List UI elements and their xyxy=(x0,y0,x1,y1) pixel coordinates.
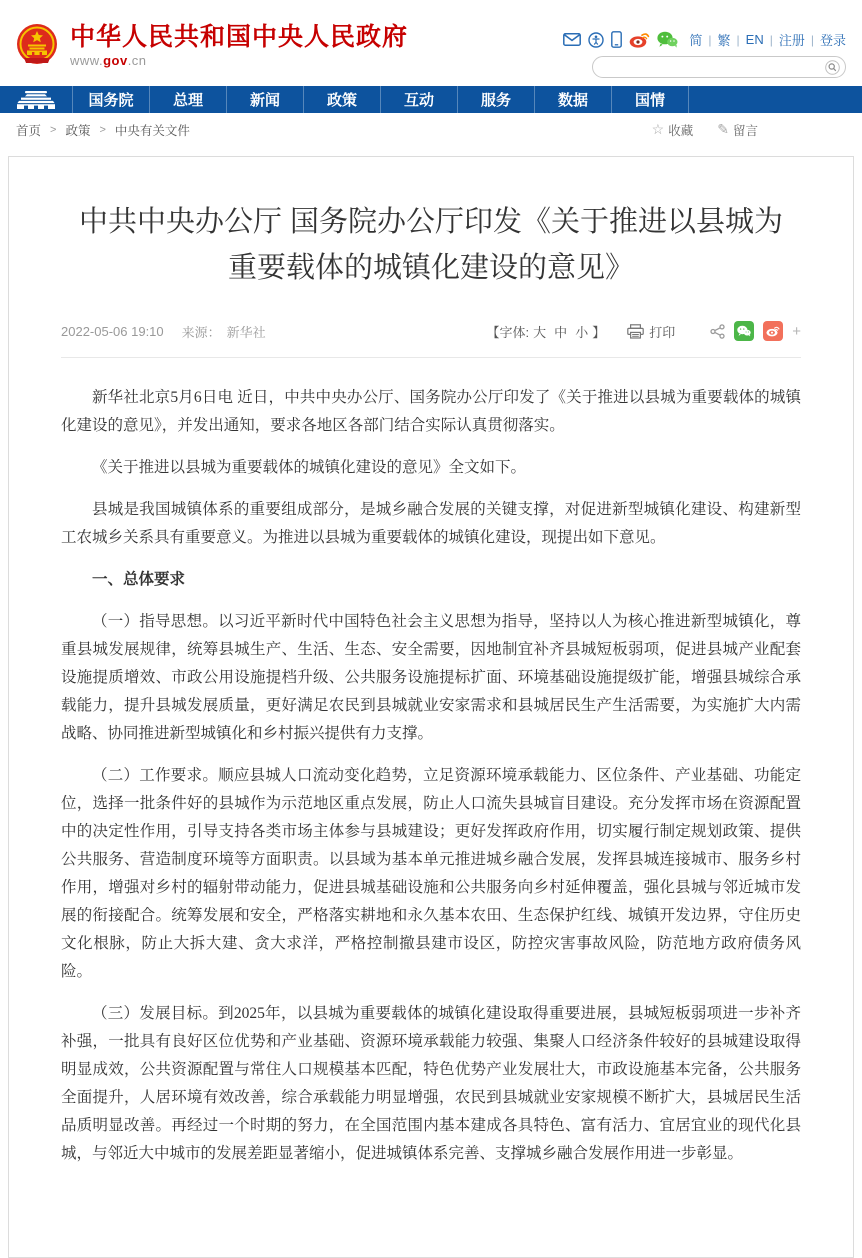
more-share-button[interactable]: + xyxy=(792,322,801,340)
favorite-label: 收藏 xyxy=(668,123,694,138)
article-meta-left xyxy=(61,322,266,341)
print-label: 打印 xyxy=(649,324,676,340)
nav-filler xyxy=(688,86,862,113)
source-value: 新华社 xyxy=(226,324,266,340)
paragraph: （一）指导思想。以习近平新时代中国特色社会主义思想为指导，坚持以人为核心推进新型城镇化，尊重县城发展规律，统筹县城生产、生活、生态、安全需要，因地制宜补齐县城短板弱项，促进县城产业配套设施提质增效、市政公用设施提档升级、公共服务设施提标扩面、环境基础设施提级扩能，增强县城综合承载能力，提升县城发展质量，更好满足农民到县城就业安家需求和县城居民生产生活需要，为实施扩大内需战略、协同推进新型城镇化和乡村振兴提供有力支撑。 xyxy=(61,613,801,742)
nav-item-data[interactable]: 数据 xyxy=(534,86,611,113)
site-logo[interactable] xyxy=(14,22,408,68)
wechat-icon[interactable] xyxy=(657,31,678,48)
site-url: www.gov.cn xyxy=(70,52,147,68)
font-size-label: 【字体: xyxy=(486,324,530,340)
article-title: 中共中央办公厅 国务院办公厅印发《关于推进以县城为重要载体的城镇化建设的意见》 xyxy=(78,206,784,284)
nav-item-news[interactable]: 新闻 xyxy=(226,86,303,113)
search-box xyxy=(592,56,846,78)
home-tiananmen-icon[interactable] xyxy=(0,86,72,113)
nav-item-state-council[interactable]: 国务院 xyxy=(72,86,149,113)
national-emblem-icon xyxy=(14,22,60,68)
header-links: 简 | 繁 | EN | 注册 | 登录 xyxy=(689,32,846,48)
link-login[interactable]: 登录 xyxy=(819,33,846,48)
site-title: 中华人民共和国中央人民政府 xyxy=(70,22,409,51)
font-size-small[interactable]: 小 xyxy=(575,324,589,340)
breadcrumb-separator: > xyxy=(99,123,106,136)
link-english[interactable]: EN xyxy=(745,32,764,47)
mail-icon[interactable] xyxy=(563,33,581,46)
accessibility-icon[interactable] xyxy=(588,32,604,48)
star-icon: ☆ xyxy=(651,121,665,137)
paragraph: （三）发展目标。到2025年，以县城为重要载体的城镇化建设取得重要进展，县城短板弱项进一步补齐补强，一批具有良好区位优势和产业基础、资源环境承载能力较强、集聚人口经济条件较好的县城建设取得明显成效，公共资源配置与常住人口规模基本匹配，特色优势产业发展壮大，市政设施基本完备，公共服务全面提升，人居环境有效改善，综合承载能力明显增强，农民到县城就业安家规模不断扩大，县城居民生活品质明显改善。再经过一个时期的努力，在全国范围内基本建成各具特色、富有活力、宜居宜业的现代化县城，与邻近大中城市的发展差距显著缩小，促进城镇体系完善、支撑城乡融合发展作用进一步彰显。 xyxy=(61,1005,801,1162)
breadcrumb-separator: > xyxy=(50,123,57,136)
site-header xyxy=(0,0,862,86)
search-input[interactable] xyxy=(603,58,825,76)
paragraph: 新华社北京5月6日电 近日，中共中央办公厅、国务院办公厅印发了《关于推进以县城为重要载体的城镇化建设的意见》，并发出通知，要求各地区各部门结合实际认真贯彻落实。 xyxy=(61,389,801,434)
publish-date: 2022-05-06 19:10 xyxy=(61,323,164,339)
link-register[interactable]: 注册 xyxy=(778,33,805,48)
article-body xyxy=(9,358,853,1222)
printer-icon xyxy=(627,324,644,339)
font-size-control xyxy=(487,322,606,341)
comment-button[interactable] xyxy=(717,121,758,139)
nav-item-policy[interactable]: 政策 xyxy=(303,86,380,113)
pen-icon: ✎ xyxy=(717,121,729,137)
nav-item-services[interactable]: 服务 xyxy=(457,86,534,113)
section-heading: 一、总体要求 xyxy=(92,571,186,588)
article-toolbar xyxy=(487,321,801,341)
comment-label: 留言 xyxy=(732,123,758,138)
breadcrumb-current[interactable]: 中央有关文件 xyxy=(114,123,190,138)
breadcrumb xyxy=(16,121,190,139)
breadcrumb-policy[interactable]: 政策 xyxy=(65,123,91,138)
font-size-large[interactable]: 大 xyxy=(533,324,547,340)
share-icon[interactable] xyxy=(710,324,725,339)
font-size-medium[interactable]: 中 xyxy=(554,324,568,340)
paragraph: 县城是我国城镇体系的重要组成部分，是城乡融合发展的关键支撑，对促进新型城镇化建设、构建新型工农城乡关系具有重要意义。为推进以县城为重要载体的城镇化建设，现提出如下意见。 xyxy=(61,501,801,546)
article-container xyxy=(8,156,854,1258)
print-button[interactable] xyxy=(627,322,675,341)
nav-item-interact[interactable]: 互动 xyxy=(380,86,457,113)
main-nav xyxy=(0,86,862,113)
source-label: 来源： xyxy=(181,324,221,340)
breadcrumb-row xyxy=(0,113,862,146)
search-icon[interactable] xyxy=(825,60,840,75)
favorite-button[interactable] xyxy=(652,121,694,139)
weibo-share-icon[interactable] xyxy=(763,321,783,341)
article-meta xyxy=(61,321,801,341)
font-size-label-close: 】 xyxy=(592,324,606,340)
wechat-share-icon[interactable] xyxy=(734,321,754,341)
header-utilities xyxy=(563,30,846,49)
link-simplified[interactable]: 简 xyxy=(689,33,703,48)
breadcrumb-home[interactable]: 首页 xyxy=(16,123,42,138)
page-actions xyxy=(628,121,758,139)
paragraph: （二）工作要求。顺应县城人口流动变化趋势，立足资源环境承载能力、区位条件、产业基础、功能定位，选择一批条件好的县城作为示范地区重点发展，防止人口流失县城盲目建设。充分发挥市场在资源配置中的决定性作用，引导支持各类市场主体参与县城建设；更好发挥政府作用，切实履行制定规划政策、提供公共服务、营造制度环境等方面职责。以县域为基本单元推进城乡融合发展，发挥县城连接城市、服务乡村作用，增强对乡村的辐射带动能力，促进县城基础设施和公共服务向乡村延伸覆盖，强化县城与邻近城市发展的衔接配合。统筹发展和安全，严格落实耕地和永久基本农田、生态保护红线、城镇开发边界，守住历史文化根脉，防止大拆大建、贪大求洋，严格控制撤县建市设区，防控灾害事故风险，防范地方政府债务风险。 xyxy=(61,767,801,980)
share-group xyxy=(701,321,801,341)
mobile-icon[interactable] xyxy=(611,31,622,48)
nav-item-national[interactable]: 国情 xyxy=(611,86,688,113)
paragraph: 《关于推进以县城为重要载体的城镇化建设的意见》全文如下。 xyxy=(92,459,527,476)
nav-item-premier[interactable]: 总理 xyxy=(149,86,226,113)
weibo-icon[interactable] xyxy=(629,31,650,48)
link-traditional[interactable]: 繁 xyxy=(717,33,731,48)
